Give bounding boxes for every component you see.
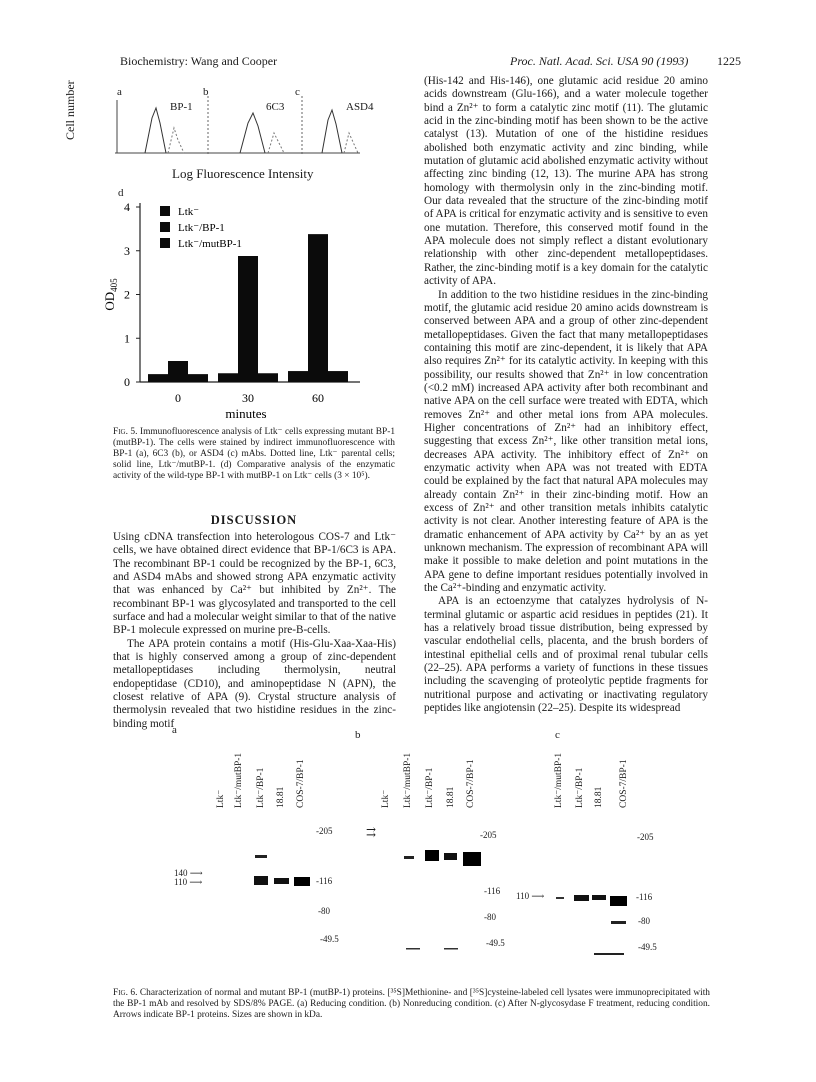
histogram-c-mut <box>344 133 358 153</box>
arrow-110a-text: 110 <box>174 877 188 887</box>
lane-label: Ltk⁻/mutBP-1 <box>403 752 413 808</box>
bar-1-1 <box>238 256 258 382</box>
band-b-low-1 <box>406 948 420 950</box>
band-c-lane3 <box>592 895 606 900</box>
marker-c-116: -116 <box>636 892 653 902</box>
fig5-panel-a-label: a <box>117 86 122 98</box>
band-a-lane3-high <box>255 855 267 858</box>
fig6-panel-a-label: a <box>172 724 177 736</box>
running-header-left: Biochemistry: Wang and Cooper <box>120 54 278 68</box>
band-b-lane4 <box>444 853 457 860</box>
arrow-label-140: 140 ⟶ <box>174 868 203 878</box>
band-b-low-2 <box>444 948 458 950</box>
histogram-b-parental <box>240 113 265 153</box>
arrow-label-110-a: 110 ⟶ <box>174 877 203 887</box>
marker-a-49: -49.5 <box>320 934 339 944</box>
marker-b-205: -205 <box>480 830 497 840</box>
fig6-caption <box>113 988 710 1021</box>
y-tick-label: 1 <box>124 331 130 346</box>
histogram-c-parental <box>322 110 342 153</box>
x-tick-label: 30 <box>242 391 254 405</box>
x-tick-label: 60 <box>312 391 324 405</box>
legend-label: Ltk⁻/BP-1 <box>178 222 225 234</box>
discussion-heading: DISCUSSION <box>210 513 298 527</box>
fig5-y-label: Cell number <box>63 80 77 140</box>
chart-legend <box>160 206 242 250</box>
marker-c-80: -80 <box>638 916 650 926</box>
fig5-caption-text: Immunofluorescence analysis of Ltk⁻ cells expressing mutant BP-1 (mutBP-1). The cells were stained by indirect immunofluorescence with BP-1 (a), 6C3 (b), or ASD4 (c) mAbs. Dotted line, Ltk⁻ parental cells; solid line, Ltk⁻/mutBP-1. (d) Comparative analysis of the enzymatic activity of the wild-type BP-1 with mutBP-1 on Ltk⁻ cells (3 × 10⁵). <box>113 427 396 482</box>
discussion-paragraph-3: (His-142 and His-146), one glutamic acid residue 20 amino acids downstream (Glu-166), and a water molecule together bind a Zn²⁺ to form a catalytic zinc motif (11). The glutamic acid in the zinc-binding motif has been shown to be the active catalyst (13). Mutation of one of the histidine residues abolished both enzymatic activity and zinc binding, while mutation of glutamic acid abolished enzymatic activity without affecting zinc binding (12, 13). The murine APA has strong homology with thermolysin only in the zinc-binding motif. Our data revealed that the structure of the zinc-binding motif of APA is critical for enzymatic activity and is sensitive to even one mutation. Therefore, this conserved motif found in the APA molecule does not simply reflect a distant evolutionary relationship with other zinc-dependent metallopeptidases. Rather, the zinc-binding motif is a key domain for the catalytic activity of APA. <box>424 75 708 288</box>
bar-1-0 <box>168 361 188 382</box>
marker-a-116: -116 <box>316 876 333 886</box>
flow-label-bp1: BP-1 <box>170 101 193 113</box>
lane-label: Ltk⁻/BP-1 <box>256 767 266 808</box>
marker-c-205: -205 <box>637 832 654 842</box>
arrow-label-110-c: 110 ⟶ <box>516 891 545 901</box>
running-header-journal: Proc. Natl. Acad. Sci. USA 90 (1993) <box>510 54 689 68</box>
discussion-paragraph-1: Using cDNA transfection into heterologous COS-7 and Ltk⁻ cells, we have obtained direct evidence that BP-1/6C3 is APA. The recombinant BP-1 could be recognized by the BP-1, 6C3, and ASD4 mAbs and showed strong APA enzymatic activity that was enhanced by Ca²⁺ but inhibited by Zn²⁺. The recombinant BP-1 was glycosylated and transported to the cell surface and had a molecular weight similar to that of the native BP-1 molecule expressed on murine pre-B-cells. <box>113 531 396 637</box>
band-c-lane1 <box>556 897 564 899</box>
y-tick-label: 2 <box>124 287 130 302</box>
bar-0-1 <box>218 373 238 382</box>
lane-label: 18.81 <box>276 786 286 808</box>
y-tick-label: 3 <box>124 243 130 258</box>
histogram-b-mut <box>268 133 284 153</box>
flow-label-6c3: 6C3 <box>266 101 285 113</box>
y-tick-label: 0 <box>124 375 130 389</box>
fig5-caption <box>113 427 395 482</box>
band-c-low <box>594 953 624 955</box>
histogram-a-parental <box>145 108 166 153</box>
bar-2-1 <box>258 373 278 382</box>
band-a-lane3-140 <box>254 876 268 885</box>
band-b-lane2 <box>404 856 414 859</box>
lane-label: COS-7/BP-1 <box>619 759 629 808</box>
band-a-lane4 <box>274 878 289 884</box>
fig5-panel-b-label: b <box>203 86 209 98</box>
y-tick-label: 4 <box>124 200 130 214</box>
bar-2-2 <box>328 371 348 382</box>
fig5-panel-d-label: d <box>118 187 124 199</box>
legend-swatch <box>160 222 170 232</box>
marker-b-49: -49.5 <box>486 938 505 948</box>
lane-label: 18.81 <box>446 786 456 808</box>
lane-label: Ltk⁻ <box>216 789 226 808</box>
lane-label: Ltk⁻/mutBP-1 <box>554 752 564 808</box>
fig6-panel-b-label: b <box>355 729 361 741</box>
enzyme-activity-chart <box>88 196 388 421</box>
marker-a-205: -205 <box>316 826 333 836</box>
fig5-panel-c-label: c <box>295 86 300 98</box>
legend-label: Ltk⁻/mutBP-1 <box>178 238 242 250</box>
lane-label: COS-7/BP-1 <box>466 759 476 808</box>
bar-1-2 <box>308 234 328 382</box>
x-tick-label: 0 <box>175 391 181 405</box>
gel-bands <box>220 820 660 965</box>
band-a-lane5 <box>294 877 310 886</box>
discussion-paragraph-2: The APA protein contains a motif (His-Glu-Xaa-Xaa-His) that is highly conserved among a group of zinc-dependent metallopeptidases including thermolysin, neutral endopeptidase (CD10), and aminopeptidase N (APN), the closest relative of APA (9). Crystal structure analysis of thermolysin revealed that two histidine residues in the zinc-binding motif <box>113 637 396 730</box>
band-c-lane4-80 <box>611 921 626 924</box>
legend-swatch <box>160 206 170 216</box>
chart-bars <box>148 234 348 382</box>
fig5-caption-title: Fig. 5. <box>113 427 138 437</box>
arrow-110c-text: 110 <box>516 891 530 901</box>
x-axis-label: minutes <box>225 406 267 421</box>
marker-c-49: -49.5 <box>638 942 657 952</box>
legend-swatch <box>160 238 170 248</box>
arrow-140-text: 140 <box>174 868 188 878</box>
lane-label: Ltk⁻/BP-1 <box>575 767 585 808</box>
y-axis-label: $OD_{405}$ <box>102 278 119 311</box>
flow-label-asd4: ASD4 <box>346 101 374 113</box>
page-number: 1225 <box>717 54 741 68</box>
lane-label: Ltk⁻/BP-1 <box>425 767 435 808</box>
marker-b-80: -80 <box>484 912 496 922</box>
band-b-lane3 <box>425 850 439 861</box>
marker-a-80: -80 <box>318 906 330 916</box>
band-b-lane5 <box>463 852 481 866</box>
bar-0-2 <box>288 371 308 382</box>
legend-label: Ltk⁻ <box>178 206 200 218</box>
fig6-panel-c-label: c <box>555 729 560 741</box>
histogram-a-mut <box>168 128 184 153</box>
lane-label: Ltk⁻/mutBP-1 <box>234 752 244 808</box>
arrow-b: ⇉ <box>366 825 377 839</box>
discussion-paragraph-5: APA is an ectoenzyme that catalyzes hydrolysis of N-terminal glutamic or aspartic acid residues in peptides (21). It has a relatively broad tissue distribution, being expressed by vascular endothelial cells, placenta, and the brush borders of intestinal epithelial cells and of proximal renal tubular cells (22–25). APA performs a variety of functions in these tissues including the scavenging of proteolytic peptide fragments for nutritional purpose and activating or inactivating regulatory peptides like angiotensin (22–25). Despite its widespread <box>424 595 708 715</box>
fig6-caption-text: Characterization of normal and mutant BP-1 (mutBP-1) proteins. [³⁵S]Methionine- and [³⁵S]cysteine-labeled cell lysates were immunoprecipitated with the BP-1 mAb and resolved by SDS/8% PAGE. (a) Reducing condition. (b) Nonreducing condition. (c) After N-glycosydase F treatment, reducing condition. Arrows indicate BP-1 proteins. Sizes are shown in kDa. <box>113 988 710 1021</box>
bar-0-0 <box>148 374 168 382</box>
lane-label: 18.81 <box>594 786 604 808</box>
fig5-x-label: Log Fluorescence Intensity <box>172 166 314 181</box>
left-column-text <box>113 531 396 731</box>
marker-b-116: -116 <box>484 886 501 896</box>
band-c-lane4 <box>610 896 627 906</box>
bar-2-0 <box>188 374 208 382</box>
discussion-paragraph-4: In addition to the two histidine residues in the zinc-binding motif, the glutamic acid residue 20 amino acids downstream is conserved between APA and a group of other zinc-dependent metallopeptidases. Given the fact that many metallopeptidases containing this motif are zinc-dependent, it is likely that APA also requires Zn²⁺ for its catalytic activity. In keeping with this possibility, our results showed that Zn²⁺ in low concentration (<0.2 mM) increased APA activity after both recombinant and native APA on the cell surface were treated with EDTA, which removes Zn²⁺ and other metal ions from APA molecules. Higher concentrations of Zn²⁺ had an inhibitory effect, suggesting that excess Zn²⁺, like other transition metal ions, decreases APA activity. The inhibitory effect of Zn²⁺ on enzymatic activity when APA was not treated with EDTA could be explained by the fact that natural APA molecules may already contain Zn²⁺ in their zinc-binding motif. How an excess of Zn²⁺ and other transition metals inhibits catalytic activity is not clear. Another interesting feature of APA is the dramatic enhancement of APA activity by Ca²⁺ by an as yet unknown mechanism. The expression of recombinant APA will make it possible to make deletion and point mutations in the APA gene to define important residues potentially involved in the Ca²⁺-binding and enzymatic activity. <box>424 288 708 595</box>
lane-label: Ltk⁻ <box>381 789 391 808</box>
right-column-text <box>424 75 708 716</box>
fig6-caption-title: Fig. 6. <box>113 988 138 998</box>
lane-label: COS-7/BP-1 <box>296 759 306 808</box>
band-c-lane2 <box>574 895 589 901</box>
